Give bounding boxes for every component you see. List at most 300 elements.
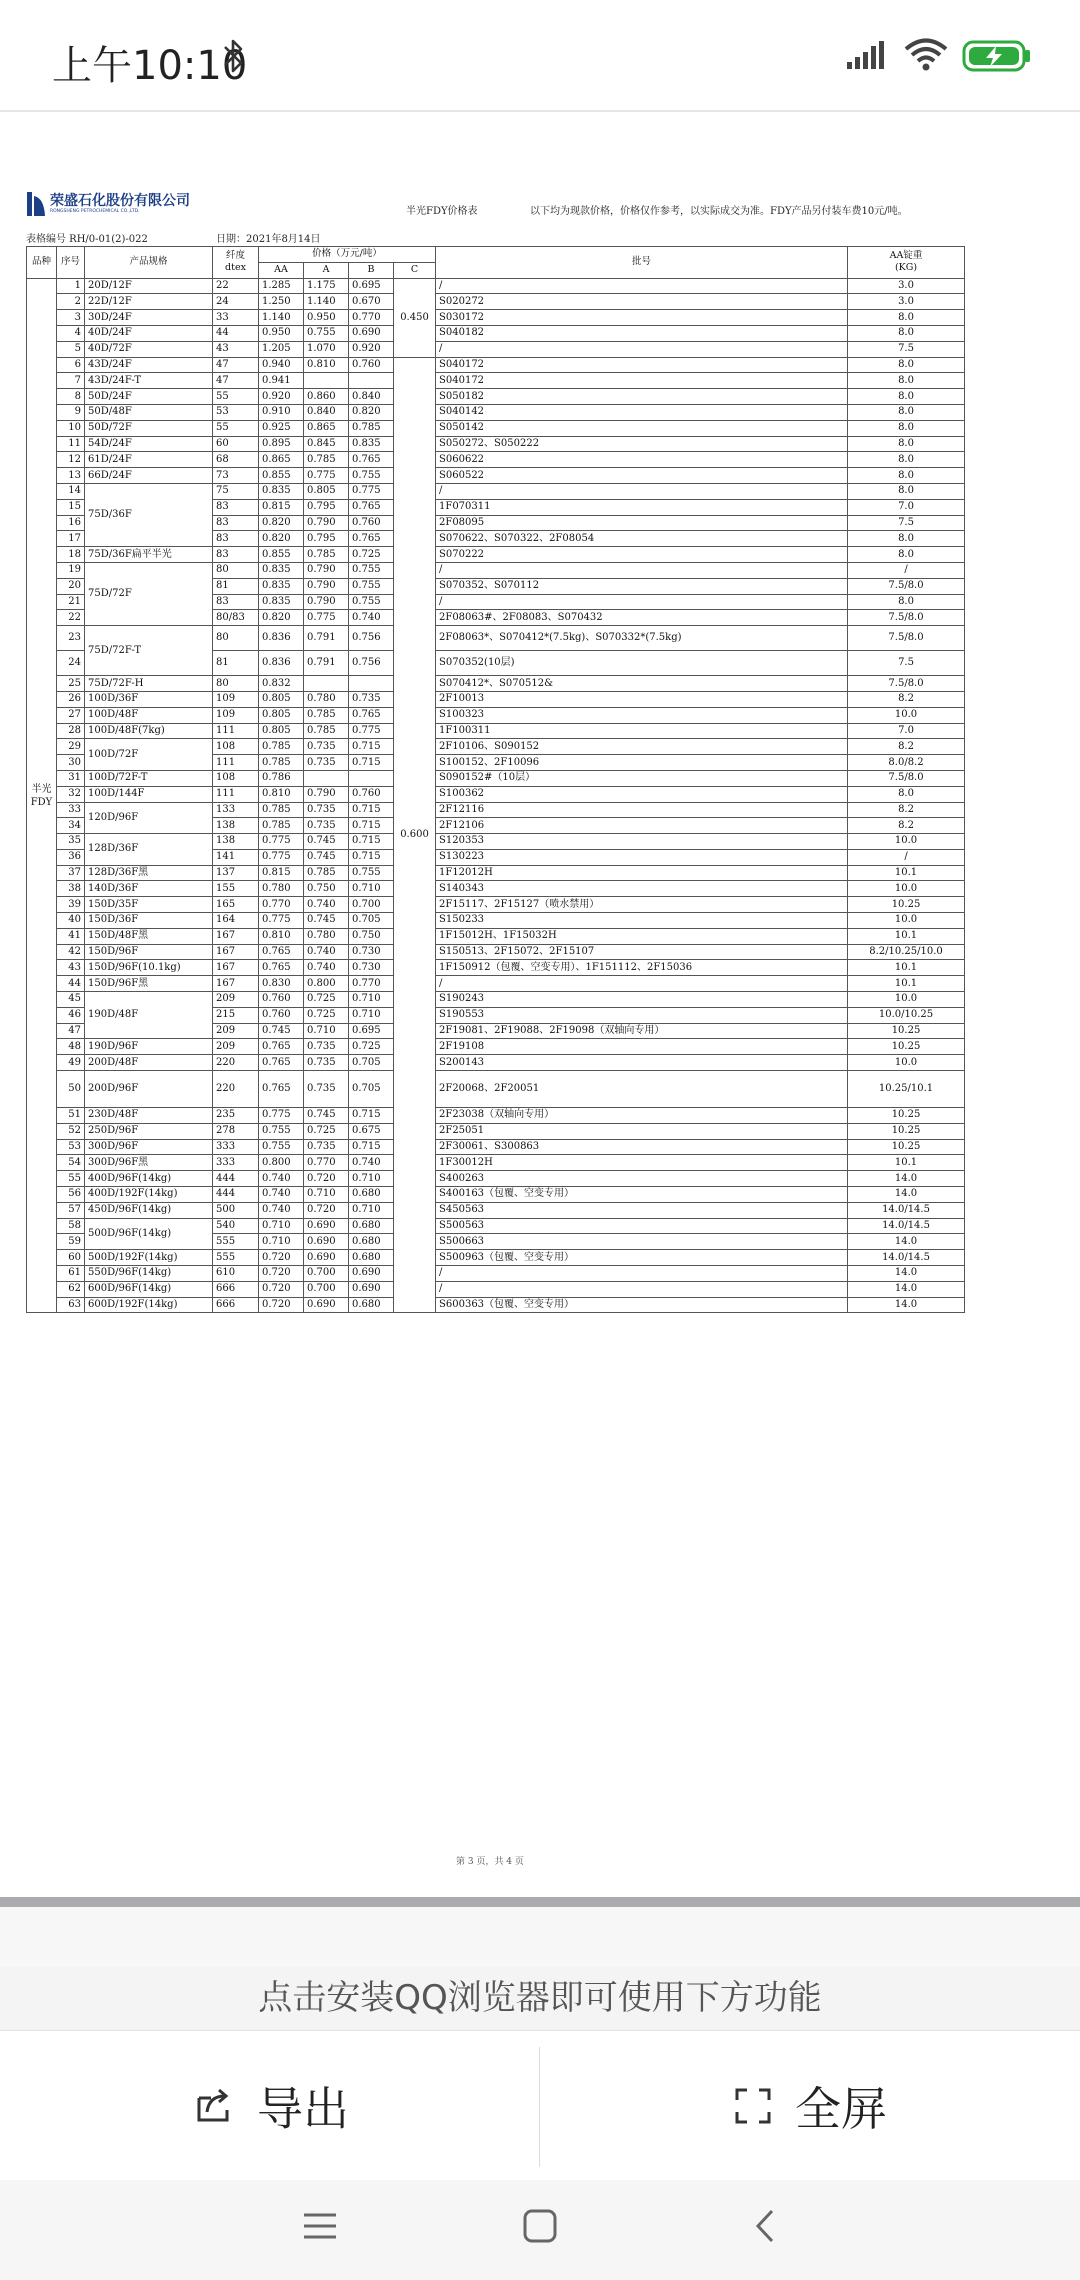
seq-cell: 52 bbox=[57, 1123, 85, 1139]
seq-cell: 20 bbox=[57, 578, 85, 594]
price-a-cell: 0.840 bbox=[304, 404, 349, 420]
table-row bbox=[27, 1123, 965, 1139]
price-b-cell: 0.680 bbox=[349, 1297, 394, 1313]
document-date: 日期：2021年8月14日 bbox=[216, 234, 321, 245]
batch-cell: S070352、S070112 bbox=[436, 578, 848, 594]
price-aa-cell: 0.835 bbox=[259, 562, 304, 578]
spec-cell: 128D/36F bbox=[85, 834, 213, 866]
batch-cell: 1F100311 bbox=[436, 723, 848, 739]
price-a-cell: 0.725 bbox=[304, 992, 349, 1008]
dtex-cell: 138 bbox=[213, 834, 259, 850]
batch-cell: S070222 bbox=[436, 547, 848, 563]
price-a-cell: 0.735 bbox=[304, 755, 349, 771]
price-aa-cell: 0.836 bbox=[259, 651, 304, 676]
table-row bbox=[27, 1071, 965, 1108]
seq-cell: 57 bbox=[57, 1202, 85, 1218]
table-row bbox=[27, 1218, 965, 1234]
dtex-cell: 220 bbox=[213, 1055, 259, 1071]
batch-cell: 2F12106 bbox=[436, 818, 848, 834]
weight-cell: 14.0 bbox=[848, 1171, 965, 1187]
weight-cell: 14.0/14.5 bbox=[848, 1250, 965, 1266]
weight-cell: 14.0 bbox=[848, 1187, 965, 1203]
dtex-cell: 68 bbox=[213, 452, 259, 468]
batch-cell: S500663 bbox=[436, 1234, 848, 1250]
home-icon[interactable] bbox=[520, 2206, 560, 2246]
price-b-cell: 0.765 bbox=[349, 707, 394, 723]
price-a-cell: 0.790 bbox=[304, 578, 349, 594]
spec-cell: 200D/96F bbox=[85, 1071, 213, 1108]
weight-cell: 8.0 bbox=[848, 325, 965, 341]
seq-cell: 44 bbox=[57, 976, 85, 992]
spec-cell: 40D/72F bbox=[85, 341, 213, 357]
price-b-cell: 0.715 bbox=[349, 802, 394, 818]
batch-cell: S450563 bbox=[436, 1202, 848, 1218]
seq-cell: 21 bbox=[57, 594, 85, 610]
dtex-cell: 610 bbox=[213, 1266, 259, 1282]
dtex-cell: 22 bbox=[213, 278, 259, 294]
price-a-cell: 0.700 bbox=[304, 1266, 349, 1282]
spec-cell: 150D/36F bbox=[85, 913, 213, 929]
spec-cell: 200D/48F bbox=[85, 1055, 213, 1071]
table-row bbox=[27, 802, 965, 818]
price-a-cell: 0.785 bbox=[304, 723, 349, 739]
dtex-cell: 53 bbox=[213, 404, 259, 420]
price-a-cell: 0.745 bbox=[304, 913, 349, 929]
dtex-cell: 111 bbox=[213, 723, 259, 739]
price-b-cell: 0.680 bbox=[349, 1187, 394, 1203]
spec-cell: 20D/12F bbox=[85, 278, 213, 294]
batch-cell: 2F15117、2F15127（喷水禁用） bbox=[436, 897, 848, 913]
batch-cell: S190243 bbox=[436, 992, 848, 1008]
price-aa-cell: 0.785 bbox=[259, 739, 304, 755]
dtex-cell: 209 bbox=[213, 1023, 259, 1039]
price-b-cell: 0.675 bbox=[349, 1123, 394, 1139]
price-aa-cell: 0.720 bbox=[259, 1250, 304, 1266]
back-icon[interactable] bbox=[746, 2206, 786, 2246]
seq-cell: 6 bbox=[57, 357, 85, 373]
dtex-cell: 80/83 bbox=[213, 610, 259, 626]
batch-cell: / bbox=[436, 341, 848, 357]
batch-cell: / bbox=[436, 594, 848, 610]
price-a-cell: 0.740 bbox=[304, 960, 349, 976]
weight-cell: 8.0 bbox=[848, 404, 965, 420]
price-a-cell: 0.845 bbox=[304, 436, 349, 452]
dtex-cell: 108 bbox=[213, 770, 259, 786]
spec-cell: 600D/96F(14kg) bbox=[85, 1281, 213, 1297]
spec-cell: 120D/96F bbox=[85, 802, 213, 834]
fullscreen-label: 全屏 bbox=[795, 2082, 887, 2136]
price-a-cell: 0.780 bbox=[304, 691, 349, 707]
dtex-cell: 47 bbox=[213, 373, 259, 389]
seq-cell: 54 bbox=[57, 1155, 85, 1171]
weight-cell: 7.5 bbox=[848, 341, 965, 357]
table-row bbox=[27, 294, 965, 310]
price-b-cell: 0.690 bbox=[349, 1266, 394, 1282]
price-b-cell: 0.715 bbox=[349, 1139, 394, 1155]
seq-cell: 60 bbox=[57, 1250, 85, 1266]
table-row bbox=[27, 452, 965, 468]
spec-cell: 54D/24F bbox=[85, 436, 213, 452]
weight-cell: 10.25/10.1 bbox=[848, 1071, 965, 1108]
dtex-cell: 220 bbox=[213, 1071, 259, 1108]
dtex-cell: 111 bbox=[213, 786, 259, 802]
batch-cell: S070412*、S070512& bbox=[436, 676, 848, 692]
price-aa-cell: 0.740 bbox=[259, 1187, 304, 1203]
batch-cell: / bbox=[436, 1266, 848, 1282]
price-a-cell: 0.780 bbox=[304, 928, 349, 944]
table-row bbox=[27, 420, 965, 436]
weight-cell: 14.0 bbox=[848, 1297, 965, 1313]
table-row bbox=[27, 1187, 965, 1203]
company-name-en: RONGSHENG PETROCHEMICAL CO.,LTD. bbox=[50, 208, 140, 214]
batch-cell: 2F10013 bbox=[436, 691, 848, 707]
header-seq: 序号 bbox=[57, 247, 85, 279]
dtex-cell: 109 bbox=[213, 707, 259, 723]
price-b-cell: 0.765 bbox=[349, 499, 394, 515]
price-aa-cell: 0.855 bbox=[259, 468, 304, 484]
price-b-cell: 0.740 bbox=[349, 610, 394, 626]
batch-cell: 2F30061、S300863 bbox=[436, 1139, 848, 1155]
table-row bbox=[27, 483, 965, 499]
price-a-cell: 1.175 bbox=[304, 278, 349, 294]
weight-cell: 8.0 bbox=[848, 436, 965, 452]
spec-cell: 66D/24F bbox=[85, 468, 213, 484]
price-a-cell bbox=[304, 373, 349, 389]
weight-cell: 10.1 bbox=[848, 1155, 965, 1171]
price-aa-cell: 0.780 bbox=[259, 881, 304, 897]
dtex-cell: 83 bbox=[213, 547, 259, 563]
seq-cell: 39 bbox=[57, 897, 85, 913]
export-button[interactable] bbox=[0, 2031, 540, 2181]
batch-cell: S060622 bbox=[436, 452, 848, 468]
seq-cell: 9 bbox=[57, 404, 85, 420]
table-row bbox=[27, 436, 965, 452]
batch-cell: S070352(10层) bbox=[436, 651, 848, 676]
price-b-cell: 0.770 bbox=[349, 976, 394, 992]
dtex-cell: 235 bbox=[213, 1108, 259, 1124]
table-row bbox=[27, 1155, 965, 1171]
price-aa-cell: 0.805 bbox=[259, 707, 304, 723]
weight-cell: 10.0 bbox=[848, 913, 965, 929]
dtex-cell: 60 bbox=[213, 436, 259, 452]
batch-cell: S060522 bbox=[436, 468, 848, 484]
table-row bbox=[27, 976, 965, 992]
price-a-cell: 0.735 bbox=[304, 739, 349, 755]
batch-cell: S030172 bbox=[436, 310, 848, 326]
price-b-cell: 0.715 bbox=[349, 818, 394, 834]
dtex-cell: 209 bbox=[213, 992, 259, 1008]
price-b-cell: 0.775 bbox=[349, 483, 394, 499]
spec-cell: 150D/96F黑 bbox=[85, 976, 213, 992]
price-b-cell: 0.840 bbox=[349, 389, 394, 405]
dtex-cell: 47 bbox=[213, 357, 259, 373]
company-name: 荣盛石化股份有限公司 bbox=[50, 192, 190, 209]
header-batch: 批号 bbox=[436, 247, 848, 279]
dtex-cell: 333 bbox=[213, 1139, 259, 1155]
table-row bbox=[27, 310, 965, 326]
price-a-cell: 0.740 bbox=[304, 897, 349, 913]
spec-cell: 150D/96F(10.1kg) bbox=[85, 960, 213, 976]
seq-cell: 50 bbox=[57, 1071, 85, 1108]
seq-cell: 41 bbox=[57, 928, 85, 944]
weight-cell: 10.1 bbox=[848, 960, 965, 976]
price-aa-cell: 0.785 bbox=[259, 802, 304, 818]
bluetooth-icon bbox=[222, 36, 244, 76]
weight-cell: 10.25 bbox=[848, 1039, 965, 1055]
price-aa-cell: 0.760 bbox=[259, 1007, 304, 1023]
dtex-cell: 555 bbox=[213, 1250, 259, 1266]
seq-cell: 32 bbox=[57, 786, 85, 802]
weight-cell: 7.5 bbox=[848, 651, 965, 676]
spec-cell: 61D/24F bbox=[85, 452, 213, 468]
spec-cell: 30D/24F bbox=[85, 310, 213, 326]
price-aa-cell: 0.775 bbox=[259, 913, 304, 929]
price-a-cell: 0.785 bbox=[304, 547, 349, 563]
price-a-cell: 0.785 bbox=[304, 452, 349, 468]
spec-cell: 230D/48F bbox=[85, 1108, 213, 1124]
spec-cell: 140D/36F bbox=[85, 881, 213, 897]
price-aa-cell: 0.775 bbox=[259, 849, 304, 865]
batch-cell: S150513、2F15072、2F15107 bbox=[436, 944, 848, 960]
price-b-cell: 0.730 bbox=[349, 944, 394, 960]
spec-cell: 500D/192F(14kg) bbox=[85, 1250, 213, 1266]
batch-cell: S140343 bbox=[436, 881, 848, 897]
table-row bbox=[27, 992, 965, 1008]
weight-cell: 7.0 bbox=[848, 499, 965, 515]
price-b-cell: 0.740 bbox=[349, 1155, 394, 1171]
weight-cell: 8.2 bbox=[848, 818, 965, 834]
spec-cell: 250D/96F bbox=[85, 1123, 213, 1139]
price-aa-cell: 0.765 bbox=[259, 960, 304, 976]
price-b-cell: 0.670 bbox=[349, 294, 394, 310]
batch-cell: 2F25051 bbox=[436, 1123, 848, 1139]
batch-cell: / bbox=[436, 1281, 848, 1297]
price-b-cell: 0.820 bbox=[349, 404, 394, 420]
price-b-cell: 0.715 bbox=[349, 849, 394, 865]
spec-cell: 400D/192F(14kg) bbox=[85, 1187, 213, 1203]
status-bar bbox=[0, 0, 1080, 112]
seq-cell: 30 bbox=[57, 755, 85, 771]
table-row bbox=[27, 723, 965, 739]
promo-banner[interactable] bbox=[0, 1967, 1080, 2030]
seq-cell: 51 bbox=[57, 1108, 85, 1124]
price-aa-cell: 0.770 bbox=[259, 897, 304, 913]
price-b-cell: 0.710 bbox=[349, 881, 394, 897]
dtex-cell: 33 bbox=[213, 310, 259, 326]
dtex-cell: 44 bbox=[213, 325, 259, 341]
seq-cell: 14 bbox=[57, 483, 85, 499]
price-aa-cell: 0.800 bbox=[259, 1155, 304, 1171]
batch-cell: S600363（包覆、空变专用） bbox=[436, 1297, 848, 1313]
weight-cell: 8.0 bbox=[848, 531, 965, 547]
price-aa-cell: 0.785 bbox=[259, 755, 304, 771]
price-a-cell: 0.785 bbox=[304, 707, 349, 723]
fullscreen-icon bbox=[733, 2086, 773, 2126]
spec-cell: 300D/96F bbox=[85, 1139, 213, 1155]
header-b: B bbox=[349, 262, 394, 278]
weight-cell: 8.0 bbox=[848, 547, 965, 563]
spec-cell: 100D/72F bbox=[85, 739, 213, 771]
price-b-cell bbox=[349, 770, 394, 786]
price-aa-cell: 0.760 bbox=[259, 992, 304, 1008]
seq-cell: 38 bbox=[57, 881, 85, 897]
price-b-cell: 0.705 bbox=[349, 1055, 394, 1071]
price-b-cell: 0.760 bbox=[349, 357, 394, 373]
price-b-cell: 0.715 bbox=[349, 755, 394, 771]
dtex-cell: 167 bbox=[213, 976, 259, 992]
fullscreen-button[interactable] bbox=[540, 2031, 1080, 2181]
batch-cell: 2F19081、2F19088、2F19098（双轴向专用） bbox=[436, 1023, 848, 1039]
price-aa-cell: 0.786 bbox=[259, 770, 304, 786]
weight-cell: 8.2 bbox=[848, 802, 965, 818]
signal-icon bbox=[846, 40, 886, 70]
dtex-cell: 167 bbox=[213, 928, 259, 944]
spec-cell: 100D/72F-T bbox=[85, 770, 213, 786]
price-a-cell: 0.790 bbox=[304, 562, 349, 578]
price-aa-cell: 0.941 bbox=[259, 373, 304, 389]
dtex-cell: 80 bbox=[213, 626, 259, 651]
batch-cell: S040172 bbox=[436, 357, 848, 373]
spec-cell: 100D/36F bbox=[85, 691, 213, 707]
table-row bbox=[27, 676, 965, 692]
dtex-cell: 167 bbox=[213, 960, 259, 976]
promo-text: 点击安装QQ浏览器即可使用下方功能 bbox=[258, 1978, 822, 2018]
batch-cell: S040142 bbox=[436, 404, 848, 420]
dtex-cell: 444 bbox=[213, 1187, 259, 1203]
batch-cell: 1F150912（包覆、空变专用）、1F151112、2F15036 bbox=[436, 960, 848, 976]
batch-cell: 2F12116 bbox=[436, 802, 848, 818]
price-b-cell: 0.920 bbox=[349, 341, 394, 357]
price-aa-cell: 0.820 bbox=[259, 610, 304, 626]
price-aa-cell: 0.745 bbox=[259, 1023, 304, 1039]
weight-cell: 8.2 bbox=[848, 739, 965, 755]
batch-cell: S130223 bbox=[436, 849, 848, 865]
header-aa: AA bbox=[259, 262, 304, 278]
dtex-cell: 81 bbox=[213, 578, 259, 594]
price-b-cell: 0.715 bbox=[349, 834, 394, 850]
spec-cell: 40D/24F bbox=[85, 325, 213, 341]
price-b-cell: 0.695 bbox=[349, 1023, 394, 1039]
batch-cell: 2F19108 bbox=[436, 1039, 848, 1055]
price-table bbox=[26, 246, 965, 1313]
price-a-cell: 0.735 bbox=[304, 1039, 349, 1055]
table-row bbox=[27, 547, 965, 563]
batch-cell: / bbox=[436, 483, 848, 499]
dtex-cell: 43 bbox=[213, 341, 259, 357]
table-row bbox=[27, 865, 965, 881]
batch-cell: S500963（包覆、空变专用） bbox=[436, 1250, 848, 1266]
seq-cell: 59 bbox=[57, 1234, 85, 1250]
batch-cell: S400163（包覆、空变专用） bbox=[436, 1187, 848, 1203]
weight-cell: 10.0 bbox=[848, 834, 965, 850]
price-a-cell: 0.720 bbox=[304, 1171, 349, 1187]
price-a-cell: 0.775 bbox=[304, 610, 349, 626]
price-aa-cell: 0.855 bbox=[259, 547, 304, 563]
weight-cell: 7.0 bbox=[848, 723, 965, 739]
price-aa-cell: 0.835 bbox=[259, 594, 304, 610]
batch-cell: / bbox=[436, 278, 848, 294]
price-a-cell: 0.735 bbox=[304, 802, 349, 818]
batch-cell: S500563 bbox=[436, 1218, 848, 1234]
price-a-cell: 0.690 bbox=[304, 1234, 349, 1250]
seq-cell: 29 bbox=[57, 739, 85, 755]
weight-cell: 10.25 bbox=[848, 897, 965, 913]
price-a-cell: 0.710 bbox=[304, 1023, 349, 1039]
batch-cell: S050142 bbox=[436, 420, 848, 436]
seq-cell: 23 bbox=[57, 626, 85, 651]
price-a-cell: 0.785 bbox=[304, 865, 349, 881]
header-category: 品种 bbox=[27, 247, 57, 279]
dtex-cell: 111 bbox=[213, 755, 259, 771]
price-a-cell: 0.775 bbox=[304, 468, 349, 484]
batch-cell: 2F20068、2F20051 bbox=[436, 1071, 848, 1108]
seq-cell: 22 bbox=[57, 610, 85, 626]
spec-cell: 43D/24F-T bbox=[85, 373, 213, 389]
price-b-cell: 0.760 bbox=[349, 515, 394, 531]
price-aa-cell: 0.710 bbox=[259, 1218, 304, 1234]
menu-icon[interactable] bbox=[300, 2206, 340, 2246]
seq-cell: 19 bbox=[57, 562, 85, 578]
header-a: A bbox=[304, 262, 349, 278]
weight-cell: 10.25 bbox=[848, 1023, 965, 1039]
spec-cell: 100D/48F(7kg) bbox=[85, 723, 213, 739]
seq-cell: 10 bbox=[57, 420, 85, 436]
weight-cell: / bbox=[848, 562, 965, 578]
price-b-cell: 0.735 bbox=[349, 691, 394, 707]
batch-cell: 2F08095 bbox=[436, 515, 848, 531]
price-aa-cell: 0.815 bbox=[259, 499, 304, 515]
batch-cell: S070622、S070322、2F08054 bbox=[436, 531, 848, 547]
seq-cell: 55 bbox=[57, 1171, 85, 1187]
price-table-body bbox=[27, 278, 965, 1313]
batch-cell: S100323 bbox=[436, 707, 848, 723]
table-row bbox=[27, 1171, 965, 1187]
seq-cell: 28 bbox=[57, 723, 85, 739]
spec-cell: 190D/48F bbox=[85, 992, 213, 1039]
dtex-cell: 137 bbox=[213, 865, 259, 881]
price-a-cell: 0.745 bbox=[304, 1108, 349, 1124]
table-row bbox=[27, 691, 965, 707]
dtex-cell: 83 bbox=[213, 499, 259, 515]
dtex-cell: 138 bbox=[213, 818, 259, 834]
price-a-cell: 0.791 bbox=[304, 651, 349, 676]
seq-cell: 13 bbox=[57, 468, 85, 484]
weight-cell: 10.0 bbox=[848, 881, 965, 897]
spec-cell: 150D/48F黑 bbox=[85, 928, 213, 944]
price-aa-cell: 0.810 bbox=[259, 928, 304, 944]
seq-cell: 26 bbox=[57, 691, 85, 707]
table-row bbox=[27, 373, 965, 389]
dtex-cell: 164 bbox=[213, 913, 259, 929]
table-row bbox=[27, 325, 965, 341]
price-aa-cell: 0.765 bbox=[259, 944, 304, 960]
table-row bbox=[27, 357, 965, 373]
company-logo bbox=[26, 190, 190, 218]
seq-cell: 33 bbox=[57, 802, 85, 818]
seq-cell: 17 bbox=[57, 531, 85, 547]
price-b-cell: 0.695 bbox=[349, 278, 394, 294]
batch-cell: 1F30012H bbox=[436, 1155, 848, 1171]
price-aa-cell: 0.895 bbox=[259, 436, 304, 452]
price-b-cell: 0.710 bbox=[349, 1202, 394, 1218]
table-row bbox=[27, 913, 965, 929]
price-a-cell: 0.745 bbox=[304, 834, 349, 850]
header-spec: 产品规格 bbox=[85, 247, 213, 279]
spec-cell: 50D/24F bbox=[85, 389, 213, 405]
navigation-bar bbox=[0, 2180, 1080, 2280]
price-b-cell: 0.785 bbox=[349, 420, 394, 436]
seq-cell: 12 bbox=[57, 452, 85, 468]
